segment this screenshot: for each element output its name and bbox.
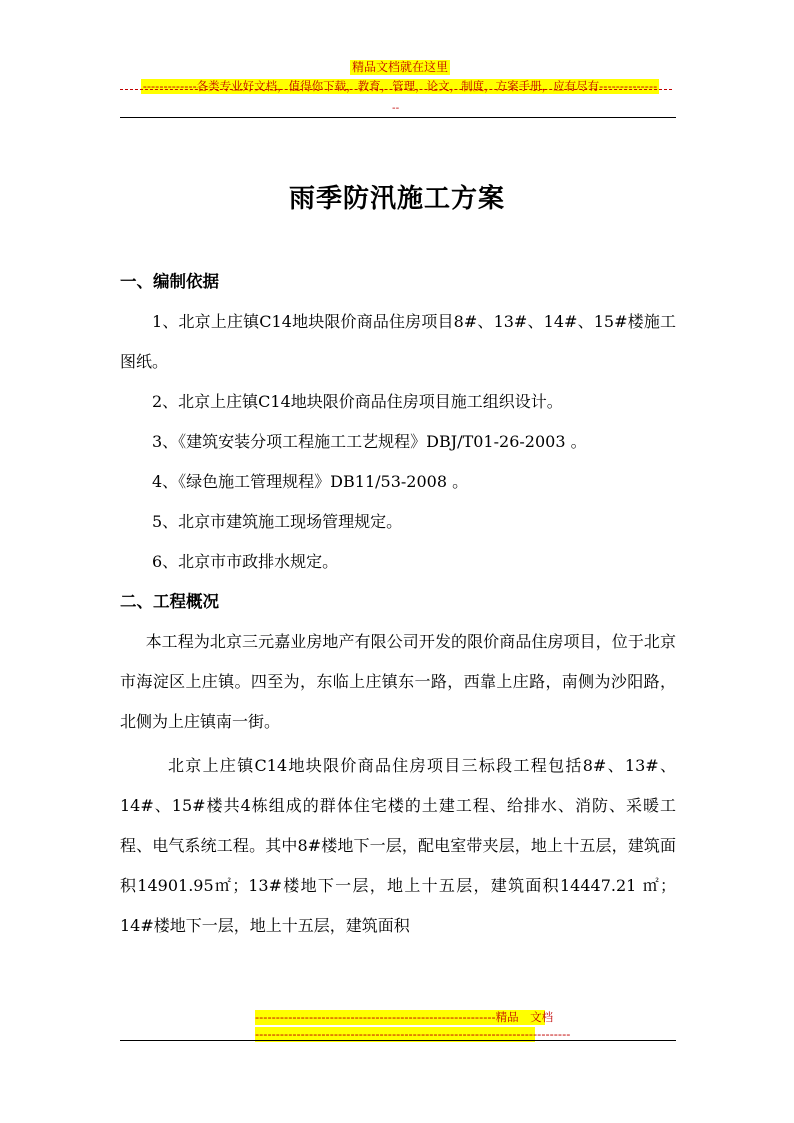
list-item: 6、北京市市政排水规定。 xyxy=(152,552,339,571)
header-subtitle: -------------各类专业好文档，值得你下载，教育，管理，论文，制度，方案手册，应有尽有-------------- xyxy=(142,79,658,93)
footer-dash-line: ---------------------------------------------------------------------------- xyxy=(255,1027,571,1041)
section-heading-overview: 二、工程概况 xyxy=(120,592,219,611)
footer-label: ----------------------------------------------------------精品 文档 xyxy=(255,1010,554,1024)
list-item: 2、北京上庄镇C14地块限价商品住房项目施工组织设计。 xyxy=(152,392,563,411)
document-title: 雨季防汛施工方案 xyxy=(288,184,505,214)
scope-paragraph: 北京上庄镇C14地块限价商品住房项目三标段工程包括8#、13#、14#、15#楼共4栋组成的群体住宅楼的土建工程、给排水、消防、采暖工程、电气系统工程。其中8#楼地下一层，配电室带夹层，地上十五层，建筑面积14901.95㎡；13#楼地下一层，地上十五层，建筑面积14447.21 ㎡；14#楼地下一层，地上十五层，建筑面积 xyxy=(120,756,676,935)
header-dashed-rule xyxy=(120,89,672,90)
list-item: 4、《绿色施工管理规程》DB11/53-2008 。 xyxy=(152,472,469,491)
header-rule xyxy=(120,117,676,118)
header-title: 精品文档就在这里 xyxy=(351,60,448,74)
footer-banner xyxy=(255,1010,571,1042)
document-body xyxy=(120,262,676,946)
list-item: 1、北京上庄镇C14地块限价商品住房项目8#、13#、14#、15#楼施工图纸。 xyxy=(120,312,676,371)
section-heading-basis: 一、编制依据 xyxy=(120,272,219,291)
list-item: 3、《建筑安装分项工程施工工艺规程》DBJ/T01-26-2003 。 xyxy=(152,432,587,451)
overview-paragraph: 本工程为北京三元嘉业房地产有限公司开发的限价商品住房项目，位于北京市海淀区上庄镇。四至为，东临上庄镇东一路，西靠上庄路，南侧为沙阳路，北侧为上庄镇南一街。 xyxy=(120,632,676,731)
footer-rule xyxy=(120,1040,676,1041)
list-item: 5、北京市建筑施工现场管理规定。 xyxy=(152,512,403,531)
header-dash-tail: -- xyxy=(392,103,400,114)
